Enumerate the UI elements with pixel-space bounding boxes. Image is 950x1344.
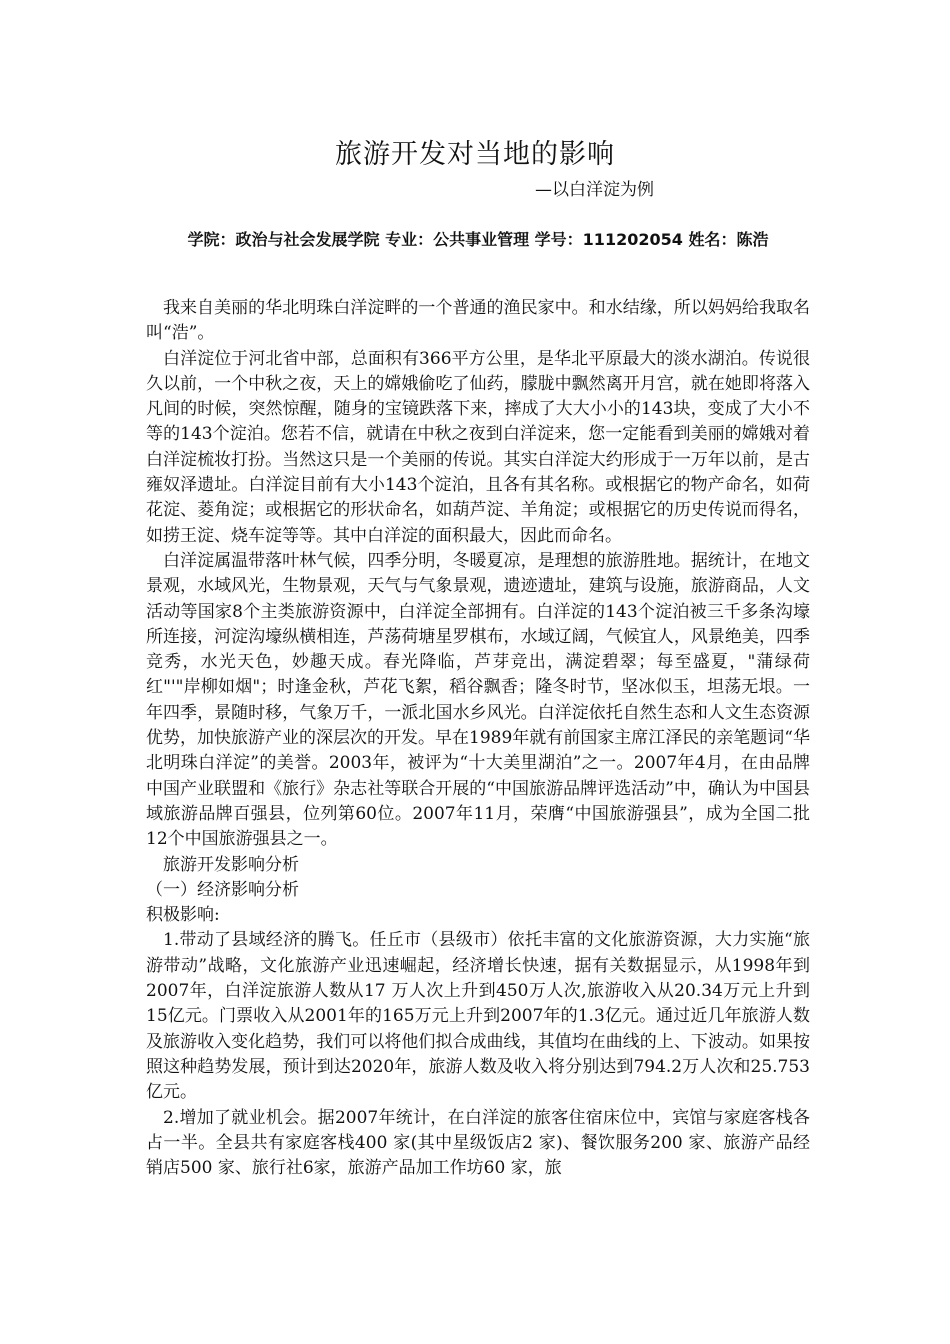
- document-body: [146, 296, 810, 1181]
- subsection-heading: （一）经济影响分析: [146, 879, 299, 900]
- positive-effects-label: 积极影响:: [146, 905, 220, 926]
- document-title: 旅游开发对当地的影响: [335, 139, 615, 170]
- section-heading: 旅游开发影响分析: [163, 854, 299, 875]
- document-subtitle: —以白洋淀为例: [535, 180, 654, 200]
- paragraph-location: 白洋淀位于河北省中部，总面积有366平方公里，是华北平原最大的淡水湖泊。传说很久以前，一个中秋之夜，天上的嫦娥偷吃了仙药，朦胧中飘然离开月宫，就在她即将落入凡间的时候，突然惊醒，随身的宝镜跌落下来，摔成了大大小小的143块，变成了大小不等的143个淀泊。您若不信，就请在中秋之夜到白洋淀来，您一定能看到美丽的嫦娥对着白洋淀梳妆打扮。当然这只是一个美丽的传说。其实白洋淀大约形成于一万年以前，是古雍奴泽遗址。白洋淀目前有大小143个淀泊，且各有其名称。或根据它的物产命名，如荷花淀、菱角淀；或根据它的形状命名，如葫芦淀、羊角淀；或根据它的历史传说而得名，如捞王淀、烧车淀等等。其中白洋淀的面积最大，因此而命名。: [146, 348, 810, 546]
- author-info: 学院：政治与社会发展学院 专业：公共事业管理 学号：111202054 姓名：陈浩: [187, 230, 769, 249]
- paragraph-employment: 2.增加了就业机会。据2007年统计，在白洋淀的旅客住宿床位中，宾馆与家庭客栈各占一半。全县共有家庭客栈400 家(其中星级饭店2 家)、餐饮服务200 家、旅游产品经销店500 家、旅行社6家，旅游产品加工作坊60 家，旅: [146, 1107, 810, 1179]
- paragraph-climate: 白洋淀属温带落叶林气候，四季分明，冬暖夏凉，是理想的旅游胜地。据统计，在地文景观，水域风光，生物景观，天气与气象景观，遗迹遗址，建筑与设施，旅游商品，人文活动等国家8个主类旅游资源中，白洋淀全部拥有。白洋淀的143个淀泊被三千多条沟壕所连接，河淀沟壕纵横相连，芦荡荷塘星罗棋布，水域辽阔，气候宜人，风景绝美，四季竞秀，水光天色，妙趣天成。春光降临，芦芽竞出，满淀碧翠；每至盛夏，"蒲绿荷红"'"岸柳如烟"；时逢金秋，芦花飞絮，稻谷飘香；隆冬时节，坚冰似玉，坦荡无垠。一年四季，景随时移，气象万千，一派北国水乡风光。白洋淀依托自然生态和人文生态资源优势，加快旅游产业的深层次的开发。早在1989年就有前国家主席江泽民的亲笔题词“华北明珠白洋淀”的美誉。2003年，被评为“十大美里湖泊”之一。2007年4月，在由品牌中国产业联盟和《旅行》杂志社等联合开展的“中国旅游品牌评选活动”中，确认为中国县域旅游品牌百强县，位列第60位。2007年11月，荣膺“中国旅游强县”，成为全国二批12个中国旅游强县之一。: [146, 550, 810, 850]
- paragraph-economy: 1.带动了县域经济的腾飞。任丘市（县级市）依托丰富的文化旅游资源，大力实施“旅游带动”战略，文化旅游产业迅速崛起，经济增长快速，据有关数据显示，从1998年到2007年，白洋淀旅游人数从17 万人次上升到450万人次,旅游收入从20.34万元上升到15亿元。门票收入从2001年的165万元上升到2007年的1.3亿元。通过近几年旅游人数及旅游收入变化趋势，我们可以将他们拟合成曲线，其值均在曲线的上、下波动。如果按照这种趋势发展，预计到达2020年，旅游人数及收入将分别达到794.2万人次和25.753亿元。: [146, 930, 810, 1103]
- paragraph-intro: 我来自美丽的华北明珠白洋淀畔的一个普通的渔民家中。和水结缘，所以妈妈给我取名叫“浩”。: [146, 298, 810, 344]
